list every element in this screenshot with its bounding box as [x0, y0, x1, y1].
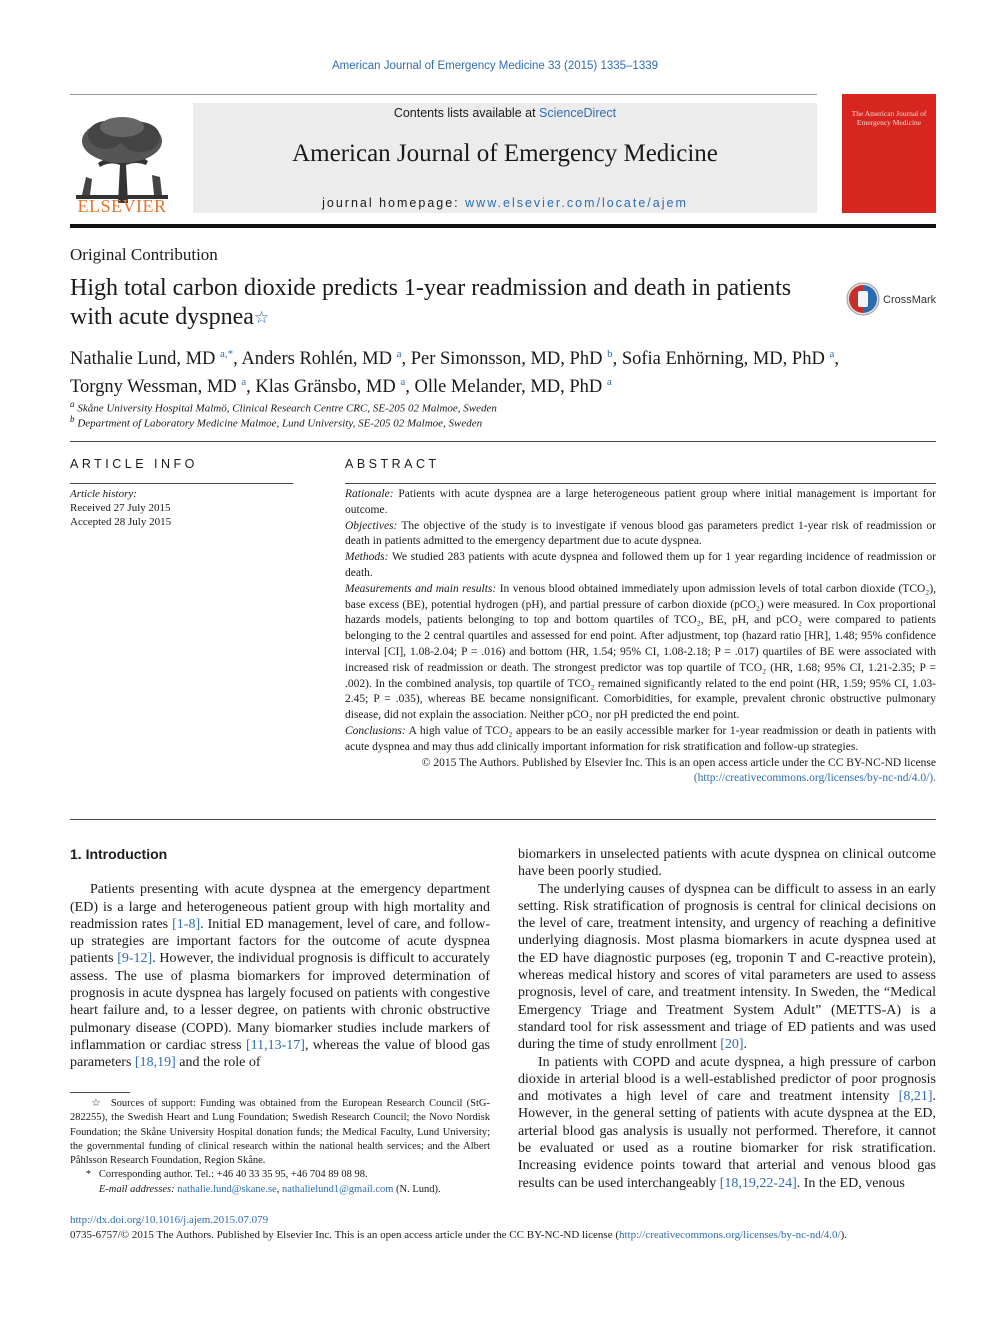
- intro-paragraph-3: In patients with COPD and acute dyspnea, a high pressure of carbon dioxide in arterial blood is a well-established predictor of poor prognosis and motivates a high level of care and treatment intensity [8,21]. However, in the general setting of patients with acute dyspnea at the ED, arterial blood gas analysis is usually not performed. Therefore, it cannot be evaluated or used as a routine biomarker for risk stratification. Increasing evidence points toward that arterial and venous blood gas results can be used interchangeably [18,19,22-24]. In the ED, venous: [518, 1054, 936, 1191]
- ref-link[interactable]: [11,13-17]: [245, 1037, 305, 1053]
- journal-homepage: journal homepage: www.elsevier.com/locate/ajem: [322, 196, 688, 210]
- abstract-conclusions: Conclusions: A high value of TCO₂ appears to be an easily accessible marker for 1-year readmission or death in patients with acute dyspnea and may thus add clinically important information for risk stratification and follow-up strategies.: [345, 724, 936, 753]
- abstract-rationale: Rationale: Patients with acute dyspnea are a large heterogeneous patient group where initial management is important for outcome.: [345, 488, 936, 516]
- author-affiliation-mark[interactable]: a,*: [220, 348, 234, 360]
- ref-link[interactable]: [20]: [720, 1037, 744, 1053]
- accepted-date: Accepted 28 July 2015: [70, 516, 172, 528]
- sciencedirect-link[interactable]: ScienceDirect: [539, 106, 617, 120]
- abstract-objectives: Objectives: The objective of the study is to investigate if venous blood gas parameters predict 1-year risk of readmission or death in patients admitted to the emergency department due to acute dyspnea.: [345, 519, 936, 548]
- author-separator: ,: [834, 349, 839, 370]
- article-title: High total carbon dioxide predicts 1-year readmission and death in patients with acute dyspnea☆: [70, 275, 792, 330]
- header-thick-rule: [70, 224, 936, 228]
- license-link[interactable]: http://creativecommons.org/licenses/by-nc-nd/4.0/: [619, 1229, 841, 1241]
- ref-link[interactable]: [8,21]: [898, 1089, 933, 1105]
- title-footnote-star[interactable]: ☆: [253, 308, 270, 327]
- crossmark-badge[interactable]: [846, 280, 941, 318]
- author-separator: ,: [246, 377, 256, 398]
- author-separator: ,: [612, 349, 622, 370]
- abstract-license: © 2015 The Authors. Published by Elsevier Inc. This is an open access article under the CC BY-NC-ND license (http://creativecommons.org/licenses/by-nc-nd/4.0/).: [421, 756, 936, 785]
- author-separator: ,: [233, 349, 242, 370]
- received-date: Received 27 July 2015: [70, 502, 171, 514]
- homepage-link[interactable]: www.elsevier.com/locate/ajem: [465, 196, 688, 210]
- affiliation-b: $^b$ Department of Laboratory Medicine Malmoe, Lund University, SE-205 02 Malmoe, Sweden: [70, 414, 483, 430]
- ref-link[interactable]: [18,19,22-24]: [719, 1175, 797, 1191]
- abstract-body: [345, 487, 936, 787]
- abstract-bottom-rule: [70, 819, 936, 820]
- abstract-methods: Methods: We studied 283 patients with acute dyspnea and followed them up for 1 year regarding incidence of readmission or death.: [345, 551, 936, 579]
- author-name[interactable]: Nathalie Lund, MD: [70, 349, 216, 370]
- footnote-rule: [70, 1092, 130, 1093]
- section-type: Original Contribution: [70, 245, 218, 264]
- journal-citation[interactable]: American Journal of Emergency Medicine 33 (2015) 1335–1339: [331, 60, 659, 72]
- introduction-heading: 1. Introduction: [70, 846, 168, 862]
- crossmark-label: CrossMark: [883, 294, 937, 306]
- ref-link[interactable]: [1-8]: [172, 916, 201, 932]
- author-name[interactable]: Sofia Enhörning, MD, PhD: [621, 349, 825, 370]
- author-name[interactable]: Klas Gränsbo, MD: [255, 377, 396, 398]
- abstract-rule: [345, 483, 936, 484]
- article-info-rule: [70, 483, 293, 484]
- author-separator: ,: [401, 349, 411, 370]
- intro-paragraph-1: Patients presenting with acute dyspnea at the emergency department (ED) is a large and heterogeneous patient group with high mortality and readmission rates [1-8]. Initial ED management, level of care, and follow-up strategies are important factors for the outcome of acute dyspnea patients [9-12]. However, the individual prognosis is difficult to accurately assess. The use of plasma biomarkers for improved determination of prognosis in acute dyspnea has largely focused on patients with congestive heart failure and, to a lesser degree, on patients with chronic obstructive pulmonary disease (COPD). Many biomarker studies include markers of inflammation or cardiac stress [11,13-17], whereas the value of blood gas parameters [18,19] and the role of: [70, 882, 491, 1071]
- copyright-line: 0735-6757/© 2015 The Authors. Published by Elsevier Inc. This is an open access article under the CC BY-NC-ND license (http://creativecommons.org/licenses/by-nc-nd/4.0/).: [70, 1229, 848, 1241]
- author-list: [70, 343, 936, 399]
- header-divider: [70, 94, 817, 95]
- license-link[interactable]: (http://creativecommons.org/licenses/by-nc-nd/4.0/).: [693, 772, 936, 785]
- email-footnote: E-mail addresses: nathalie.lund@skane.se, nathalielund1@gmail.com (N. Lund).: [98, 1183, 441, 1195]
- affiliation-a: $^a$ Skåne University Hospital Malmö, Clinical Research Centre CRC, SE-205 02 Malmoe, Sweden: [70, 399, 497, 415]
- author-separator: ,: [405, 377, 415, 398]
- article-history-label: Article history:: [70, 488, 137, 500]
- body-left-column: [70, 846, 490, 1072]
- corresponding-footnote: * Corresponding author. Tel.: +46 40 33 35 95, +46 704 89 08 98.: [85, 1169, 368, 1181]
- author-name[interactable]: Torgny Wessman, MD: [70, 377, 237, 398]
- abstract-results: Measurements and main results: In venous blood obtained immediately upon admission levels of total carbon dioxide (TCO₂), base excess (BE), potential hydrogen (pH), and partial pressure of carbon dioxide (pCO₂) were measured. In Cox proportional hazards models, patients belonging to top and bottom quartiles of TCO₂, BE, pH, and pCO₂ were compared to patients belonging to the 2 central quartiles and assessed for end point. After adjustment, top (hazard ratio [HR], 1.48; 95% confidence interval [CI], 1.08-2.04; P = .016) and bottom (HR, 1.54; 95% CI, 1.08-2.18; P = .017) quartiles of BE were associated with increased risk of readmission or death. The strongest predictor was top quartile of TCO₂ (HR, 1.68; 95% CI, 1.21-2.35; P = .002). In the combined analysis, top quartile of TCO₂ remained significantly related to the end point (HR, 1.59; 95% CI, 1.03-2.45; P = .035), whereas BE became nonsignificant. Comorbidities, for example, prevalent chronic obstructive pulmonary disease, did not explain the association. Neither pCO₂ nor pH predicted the end point.: [345, 582, 937, 722]
- author-affiliation-mark[interactable]: a: [606, 376, 612, 389]
- author-affiliation-mark[interactable]: a: [241, 376, 247, 389]
- author-affiliation-mark[interactable]: a: [396, 348, 402, 360]
- author-affiliation-mark[interactable]: a: [400, 376, 406, 389]
- elsevier-wordmark: ELSEVIER: [77, 196, 167, 216]
- contents-availability: Contents lists available at ScienceDirect: [393, 106, 617, 120]
- abstract-heading: ABSTRACT: [345, 457, 440, 471]
- doi-link[interactable]: http://dx.doi.org/10.1016/j.ajem.2015.07.079: [70, 1214, 269, 1226]
- title-divider: [70, 441, 936, 442]
- ref-link[interactable]: [18,19]: [134, 1055, 176, 1071]
- email-link[interactable]: nathalielund1@gmail.com: [281, 1183, 394, 1195]
- body-right-column: [518, 846, 936, 1192]
- intro-paragraph-2: The underlying causes of dyspnea can be difficult to assess in an early setting. Risk stratification of prognosis is central for clinical decisions on the level of care, treatment intensity, and urgency of reaching a definitive underlying diagnosis. Most plasma biomarkers in acute dyspnea used at the ED have diagnostic purposes (eg, troponin T and C-reactive protein), whereas medical history and scores of vital parameters are used to assess prognosis, level of care, and treatment intensity. In Sweden, the “Medical Emergency Triage and Treatment System Adult” (METTS-A) is a standard tool for risk assessment and triage of ED patients and was used during the time of study enrollment [20].: [518, 881, 936, 1053]
- footnotes: [70, 1097, 490, 1197]
- email-link[interactable]: nathalie.lund@skane.se: [177, 1183, 277, 1195]
- author-affiliation-mark[interactable]: a: [829, 348, 835, 360]
- author-name[interactable]: Per Simonsson, MD, PhD: [410, 349, 603, 370]
- author-name[interactable]: Olle Melander, MD, PhD: [414, 377, 603, 398]
- author-name[interactable]: Anders Rohlén, MD: [241, 349, 392, 370]
- article-info-heading: ARTICLE INFO: [70, 457, 198, 471]
- author-affiliation-mark[interactable]: b: [607, 348, 613, 360]
- journal-title: American Journal of Emergency Medicine: [292, 140, 718, 167]
- ref-link[interactable]: [9-12]: [117, 951, 153, 967]
- journal-cover-title: The American Journal of Emergency Medicine: [851, 109, 927, 127]
- support-footnote: ☆ Sources of support: Funding was obtained from the European Research Council (StG-282255), the Swedish Heart and Lung Foundation; Swedish Research Council; the Novo Nordisk Foundation; the Skåne University Hospital donation funds; the Medical Faculty, Lund University; the governmental funding of clinical research within the national health services; and the Albert Påhlsson Research Foundation, Region Skåne.: [70, 1098, 491, 1167]
- intro-paragraph-1-continued: biomarkers in unselected patients with acute dyspnea on clinical outcome have been poorly studied.: [518, 847, 936, 880]
